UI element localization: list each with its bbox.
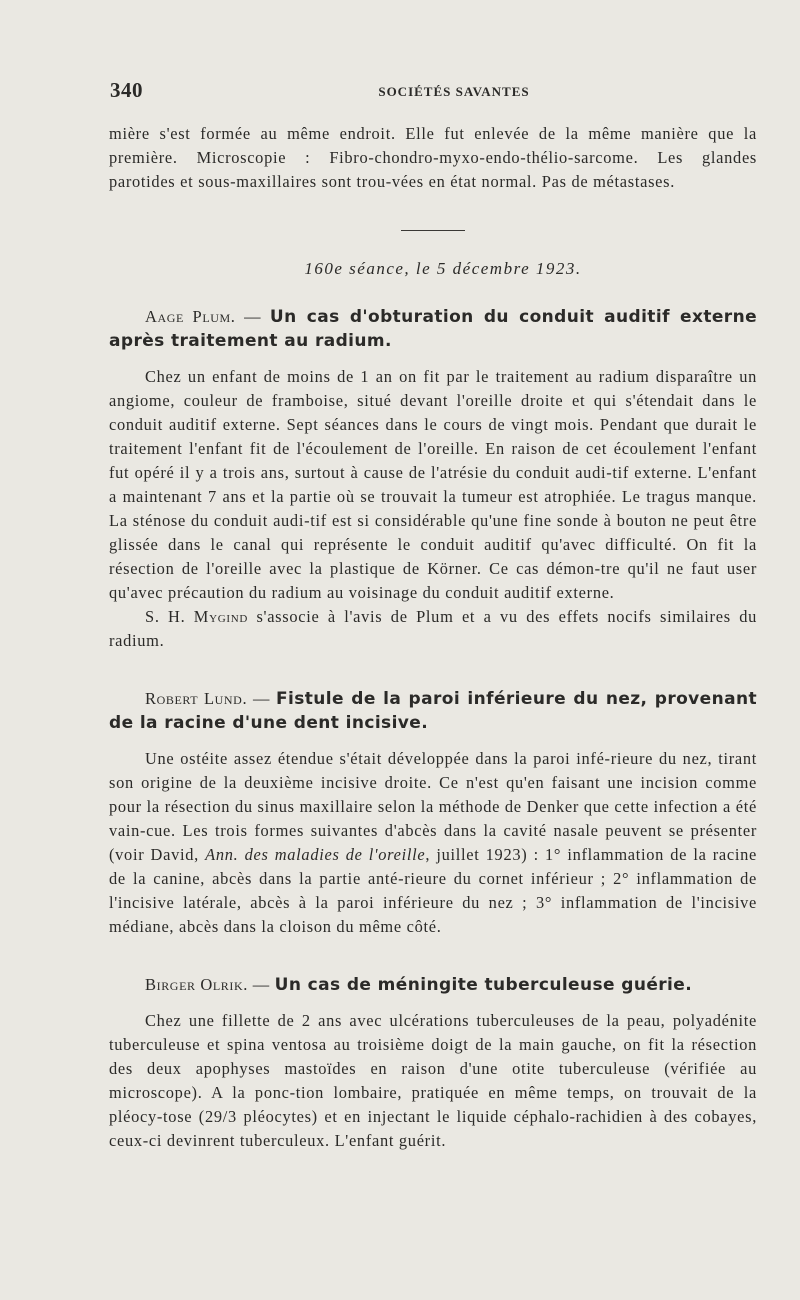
article-paragraph: Chez un enfant de moins de 1 an on fit par le traitement au radium disparaître un angiome, couleur de framboise, situé devant l'oreille droite et qui s'étendait dans le conduit auditif externe. Sept séances dans le cours de vingt mois. Pendant que durait le traitement l'enfant fit de l'écoulement de l'oreille. En raison de cet écoulement l'enfant fut opéré il y a trois ans, surtout à cause de l'atrésie du conduit audi-tif externe. L'enfant a maintenant 7 ans et la partie où se trouvait la tumeur est atrophiée. Le tragus manque. La sténose du conduit audi-tif est si considérable qu'une fine sonde à bouton ne peut être glissée dans le canal qui représente le conduit auditif qu'avec difficulté. On fit la résection de l'oreille avec la plastique de Körner. Ce cas démon-tre qu'il ne faut user qu'avec précaution du radium au voisinage du conduit auditif externe. bbox=[109, 367, 757, 602]
section-divider bbox=[401, 230, 465, 231]
paragraph-text: , juillet 1923) : 1° inflammation de la racine de la canine, abcès dans la partie anté-rieure du cornet inférieur ; 2° inflammation de l'incisive latérale, abcès à la paroi inférieure du nez ; 3° inflammation de l'incisive médiane, abcès dans la cloison du même côté. bbox=[109, 845, 757, 936]
title-dash: — bbox=[247, 689, 276, 708]
article-heading bbox=[109, 687, 757, 735]
article-title: Un cas de méningite tuberculeuse guérie. bbox=[274, 975, 693, 995]
running-title: SOCIÉTÉS SAVANTES bbox=[378, 84, 530, 99]
article-paragraph bbox=[109, 747, 757, 939]
paragraph-text: Une ostéite assez étendue s'était développée dans la paroi infé-rieure du nez, tirant son origine de la deuxième incisive droite. Ce n'est qu'en faisant une incision comme pour la résection du sinus maxillaire selon la méthode de Denker que cette infection a été vain-cue. Les trois formes suivantes d'abcès dans la cavité nasale peuvent se présenter (voir David, bbox=[109, 749, 757, 864]
article-author: Birger Olrik. bbox=[145, 975, 248, 994]
article-paragraph: Chez une fillette de 2 ans avec ulcérations tuberculeuses de la peau, polyadénite tuberculeuse et spina ventosa au troisième doigt de la main gauche, on fit la résection des deux apophyses mastoïdes en raison d'une otite tuberculeuse (vérifiée au microscope). A la ponc-tion lombaire, pratiquée en même temps, on trouvait de la pléocy-tose (29/3 pléocytes) et en injectant le liquide céphalo-rachidien à des cobayes, ceux-ci devinrent tuberculeux. L'enfant guérit. bbox=[109, 1011, 757, 1150]
article-title: Un cas d'obturation du conduit auditif externe après traitement au radium. bbox=[109, 307, 757, 351]
page-header bbox=[110, 78, 758, 108]
note-text: s'associe à l'avis de Plum et a vu des effets nocifs similaires du radium. bbox=[109, 607, 757, 650]
note-author: S. H. Mygind bbox=[145, 607, 249, 626]
article-author: Aage Plum. bbox=[145, 307, 236, 326]
session-title: 160e séance, le 5 décembre 1923. bbox=[304, 259, 582, 278]
page-number: 340 bbox=[110, 78, 143, 102]
article-heading bbox=[109, 973, 757, 997]
intro-paragraph: mière s'est formée au même endroit. Elle fut enlevée de la même manière que la première. Microscopie : Fibro-chondro-myxo-endo-thélio-sarcome. Les glandes parotides et sous-maxillaires sont trou-vées en état normal. Pas de métastases. bbox=[109, 124, 757, 191]
article-author: Robert Lund. bbox=[145, 689, 248, 708]
title-dash: — bbox=[235, 307, 270, 326]
article-note bbox=[109, 605, 757, 653]
article-heading bbox=[109, 305, 757, 353]
title-dash: — bbox=[247, 975, 275, 994]
journal-citation: Ann. des maladies de l'oreille bbox=[205, 845, 426, 864]
article-title: Fistule de la paroi inférieure du nez, provenant de la racine d'une dent incisive. bbox=[109, 689, 757, 733]
page-content bbox=[109, 122, 757, 1153]
